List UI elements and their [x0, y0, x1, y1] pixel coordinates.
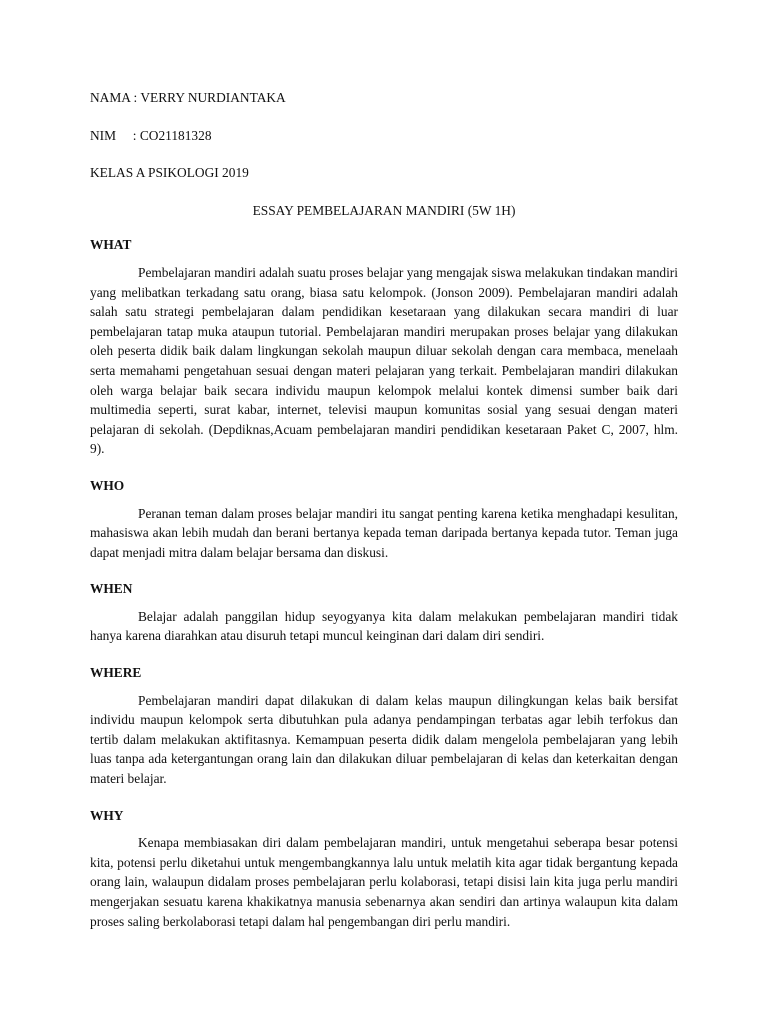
section-paragraph-what: Pembelajaran mandiri adalah suatu proses belajar yang mengajak siswa melakukan tindakan mandiri yang melibatkan terkadang satu orang, biasa satu kelompok. (Jonson 2009). Pembelajaran mandiri adalah salah satu strategi pembelajaran dalam pendidikan kesetaraan yang dilakukan secara mandiri di luar pembelajaran tatap muka ataupun tutorial. Pembelajaran mandiri merupakan proses belajar yang dilakukan oleh peserta didik baik dalam lingkungan sekolah maupun diluar sekolah dengan cara membaca, menelaah serta memahami pengetahuan sesuai dengan materi pelajaran yang terkait. Pembelajaran mandiri dilakukan oleh warga belajar baik secara individu maupun kelompok melalui kontek dimensi sumber baik dari multimedia seperti, surat kabar, internet, televisi maupun komunitas sosial yang sesuai dengan materi pelajaran di sekolah. (Depdiknas,Acuam pembelajaran mandiri pendidikan kesetaraan Paket C, 2007, hlm. 9).	[90, 264, 678, 457]
section-heading-why: WHY	[90, 807, 124, 823]
section-paragraph-who: Peranan teman dalam proses belajar mandiri itu sangat penting karena ketika menghadapi kesulitan, mahasiswa akan lebih mudah dan berani bertanya kepada teman daripada bertanya kepada tutor. Teman juga dapat menjadi mitra dalam belajar bersama dan diskusi.	[90, 505, 678, 560]
section-heading-who: WHO	[90, 477, 125, 493]
section-paragraph-where: Pembelajaran mandiri dapat dilakukan di dalam kelas maupun dilingkungan kelas baik bersifat individu maupun kelompok serta dibutuhkan pula adanya pendampingan terbatas agar lebih terfokus dan tertib dalam melakukan aktifitasnya. Kemampuan peserta didik dalam mengelola pembelajaran yang lebih luas tanpa ada ketergantungan orang lain dan dilakukan diluar pembelajaran di kelas dan keterkaitan dengan materi belajar.	[90, 692, 678, 787]
section-heading-when: WHEN	[90, 581, 133, 597]
student-nim: NIM : CO21181328	[90, 127, 212, 143]
section-heading-where: WHERE	[90, 665, 142, 681]
student-name: NAMA : VERRY NURDIANTAKA	[90, 90, 286, 105]
section-paragraph-when: Belajar adalah panggilan hidup seyogyanya kita dalam melakukan pembelajaran mandiri tidak hanya karena diarahkan atau disuruh tetapi muncul keinginan dari dalam diri sendiri.	[90, 608, 678, 644]
essay-title: ESSAY PEMBELAJARAN MANDIRI (5W 1H)	[252, 202, 516, 218]
section-paragraph-why: Kenapa membiasakan diri dalam pembelajaran mandiri, untuk mengetahui seberapa besar potensi kita, potensi perlu diketahui untuk mengembangkannya lalu untuk melatih kita agar tidak bergantung kepada orang lain, walaupun didalam proses pembelajaran perlu kolaborasi, tetapi disisi lain kita juga perlu mandiri mengerjakan sesuatu karena khakikatnya manusia sebenarnya akan sendiri dan artinya walaupun kita dalam proses saling berkolaborasi tetapi dalam hal pengembangan diri perlu mandiri.	[90, 835, 678, 929]
section-heading-what: WHAT	[90, 237, 132, 253]
document-page	[90, 88, 678, 948]
student-class: KELAS A PSIKOLOGI 2019	[90, 165, 249, 181]
